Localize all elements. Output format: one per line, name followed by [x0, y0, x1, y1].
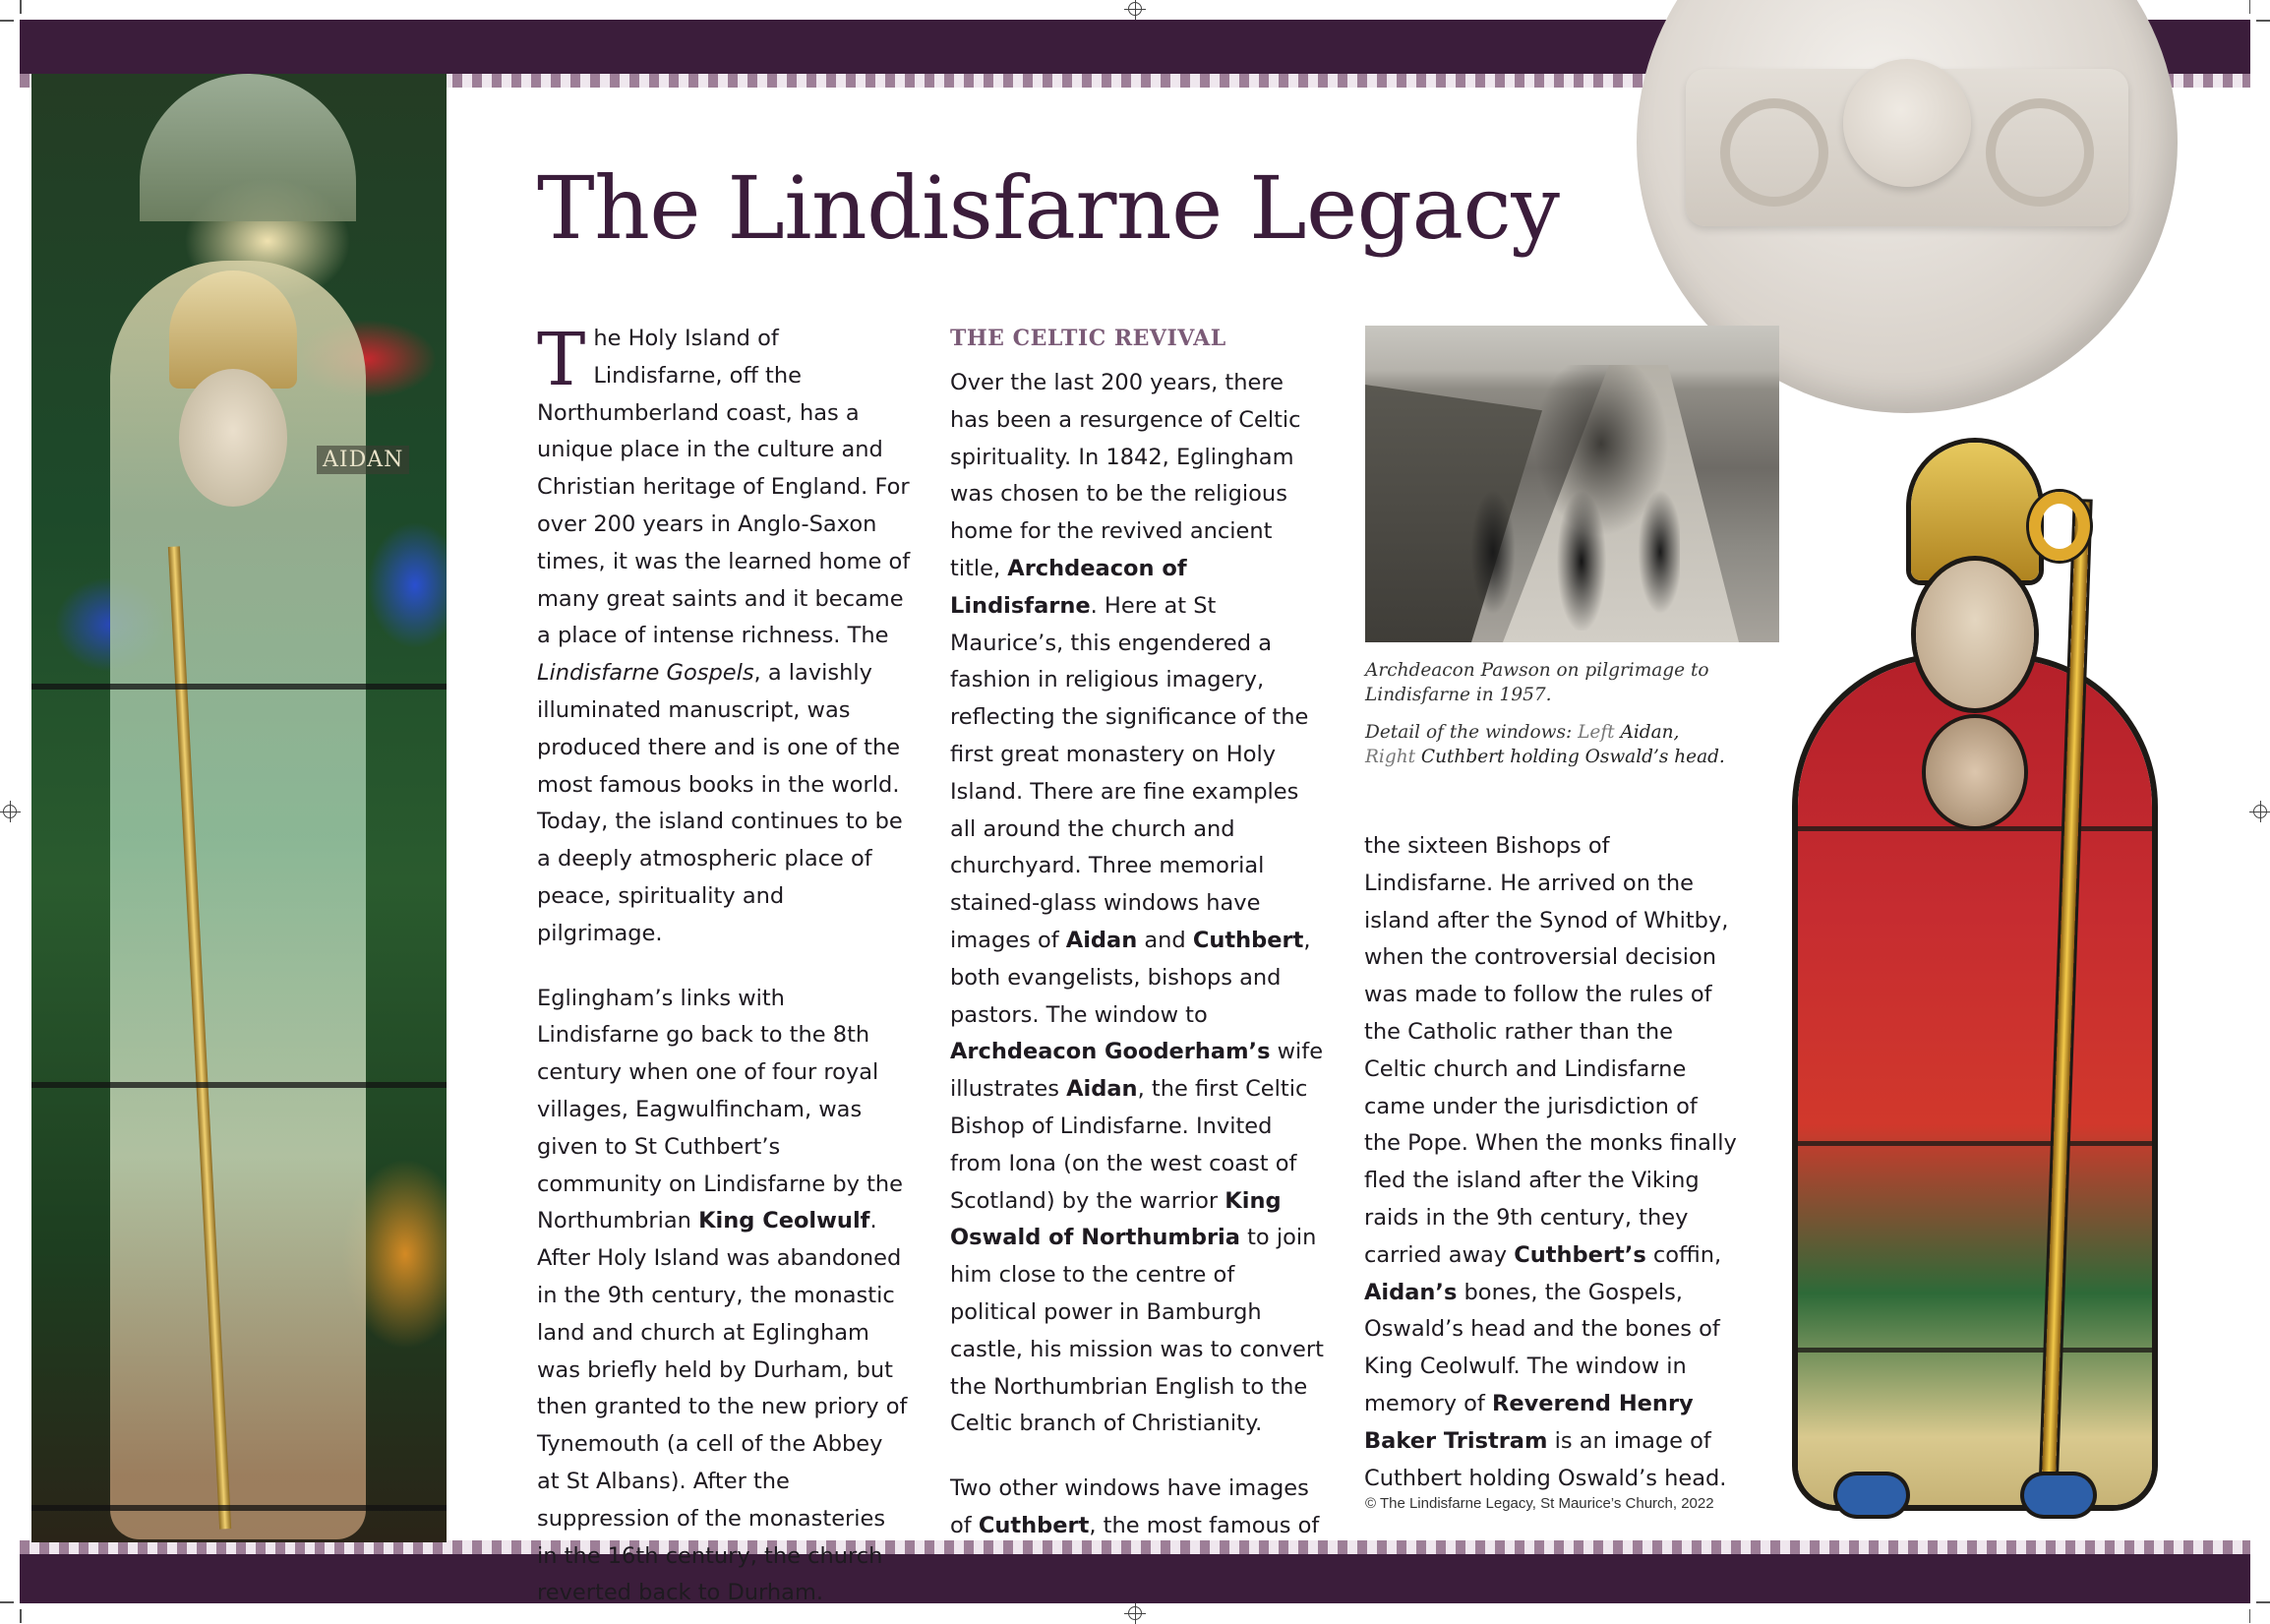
text-run: , the most famous of [1089, 1512, 1320, 1538]
triquetra-knot-icon [1986, 98, 2094, 207]
bold-term: Cuthbert [1192, 927, 1304, 953]
glass-foot [2024, 1475, 2093, 1515]
pilgrimage-photo [1365, 326, 1779, 642]
caption-left-label: Left [1578, 722, 1615, 743]
text-run: wife illustrates [950, 1039, 1324, 1103]
text-run: . After Holy Island was abandoned in the 9th century, the monastic land and church at Eglingham was briefly held by Durham, but then granted to the new priory of Tynemouth (a cell of the Abbey at St Albans). After the suppression of the monasteries in the 16th century, the church reverted back to Durham. [537, 1208, 908, 1606]
text-run: coffin, [1645, 1241, 1722, 1268]
eglingham-paragraph [537, 981, 911, 1613]
triquetra-knot-icon [1720, 98, 1828, 207]
text-run: , a lavishly illuminated manuscript, was produced there and is one of the most famous books in the world. Today, the island continues to be a deeply atmospheric place of peace, spirituality and pilgrimage. [537, 660, 903, 946]
text-run: is an image of Cuthbert holding Oswald’s head. [1364, 1427, 1727, 1491]
bold-term: Reverend Henry Baker Tristram [1364, 1390, 1694, 1454]
crop-mark [20, 0, 22, 14]
glass-mitre [1911, 443, 2039, 580]
celtic-revival-paragraph [950, 365, 1324, 1443]
continued-paragraph [1364, 828, 1738, 1497]
photo-caption: Archdeacon Pawson on pilgrimage to Lindisfarne in 1957. [1365, 660, 1709, 705]
lead-line [1798, 826, 2152, 831]
section-heading: THE CELTIC REVIVAL [950, 326, 1226, 351]
crop-mark [2256, 20, 2270, 22]
registration-mark-icon [3, 805, 17, 818]
cuthbert-stained-glass-image [1778, 433, 2172, 1549]
bold-term: Aidan [1065, 927, 1138, 953]
cuthbert-paragraph [950, 1471, 1324, 1545]
text-run: the sixteen Bishops of Lindisfarne. He arrived on the island after the Synod of Whitby, when the controversial decision was made to follow the rules of the Catholic rather than the Celtic church and Lindisfarne came under the jurisdiction of the Pope. When the monks finally fled the island after the Viking raids in the 9th century, they carried away [1364, 833, 1737, 1268]
bold-term: Archdeacon of Lindisfarne [950, 555, 1187, 619]
crop-mark [2256, 1601, 2270, 1603]
text-run: and [1137, 927, 1193, 953]
text-run: he Holy Island of Lindisfarne, off the Northumberland coast, has a unique place in the culture and Christian heritage of England. For over 200 years in Anglo-Saxon times, it was the learned home of many great saints and it became a place of intense richness. The [537, 326, 911, 649]
bold-term: Cuthbert’s [1514, 1241, 1646, 1268]
glass-foot [1837, 1475, 1906, 1515]
windows-caption [1365, 720, 1759, 769]
bold-term: Archdeacon Gooderham’s [950, 1039, 1271, 1065]
crop-mark [2249, 1609, 2251, 1623]
crop-mark [20, 1609, 22, 1623]
registration-mark-icon [2253, 805, 2267, 818]
oswald-head [1926, 718, 2024, 826]
registration-mark-icon [1128, 1606, 1142, 1620]
bold-term: Aidan [1066, 1076, 1138, 1103]
intro-paragraph [537, 318, 911, 953]
lead-line [1798, 1348, 2152, 1353]
text-run: Over the last 200 years, there has been a resurgence of Celtic spirituality. In 1842, Eglingham was chosen to be the religious home for the revived ancient title, [950, 370, 1301, 581]
bold-term: Cuthbert [978, 1512, 1090, 1538]
text-run: . Here at St Maurice’s, this engendered a fashion in religious imagery, reflecting the significance of the first great monastery on Holy Island. There are fine examples all around the church and churchyard. Three memorial stained-glass windows have images of [950, 592, 1309, 953]
photo-pilgrims [1454, 365, 1680, 631]
gospels-title: Lindisfarne Gospels [537, 660, 754, 687]
text-run: , the first Celtic Bishop of Lindisfarne. Invited from Iona (on the west coast of Scotland) by the warrior [950, 1076, 1308, 1214]
text-run: bones, the Gospels, Oswald’s head and the bones of King Ceolwulf. The window in memory of [1364, 1279, 1720, 1416]
registration-mark-icon [1128, 2, 1142, 16]
glass-face [1916, 561, 2034, 708]
text-run: Two other windows have images of [950, 1475, 1309, 1538]
caption-text: Cuthbert holding Oswald’s head. [1415, 747, 1725, 767]
caption-text: Detail of the windows: [1365, 722, 1579, 743]
text-run: to join him close to the centre of political power in Bamburgh castle, his mission was to convert the Northumbrian English to the Celtic branch of Christianity. [950, 1225, 1324, 1437]
crop-mark [2249, 0, 2251, 14]
celtic-revival-column [950, 320, 1324, 1545]
glass-canopy [140, 74, 356, 221]
bold-term: King Oswald of Northumbria [950, 1187, 1282, 1251]
lead-line [31, 1082, 447, 1088]
caption-right-label: Right [1365, 747, 1416, 767]
lead-line [31, 684, 447, 690]
page-title: The Lindisfarne Legacy [537, 157, 1560, 259]
intro-column [537, 318, 911, 1612]
text-run: Eglingham’s links with Lindisfarne go back to the 8th century when one of four royal villages, Eagwulfincham, was given to St Cuthbert’s community on Lindisfarne by the Northumbrian [537, 985, 904, 1234]
lead-line [1798, 1141, 2152, 1146]
glass-face [179, 369, 287, 507]
bold-term: Aidan’s [1364, 1279, 1458, 1305]
copyright-notice: © The Lindisfarne Legacy, St Maurice’s Church, 2022 [1365, 1495, 1714, 1512]
bold-term: King Ceolwulf [698, 1208, 870, 1234]
window-name-label: AIDAN [317, 446, 409, 474]
lead-line [31, 1505, 447, 1511]
continued-column [1364, 828, 1738, 1497]
stone-cross-boss [1843, 59, 1971, 187]
crozier-crook [2029, 492, 2090, 561]
text-run: , both evangelists, bishops and pastors. The window to [950, 927, 1311, 1028]
crop-mark [0, 20, 14, 22]
drop-cap: T [537, 318, 586, 402]
caption-text: Aidan, [1614, 722, 1680, 743]
crop-mark [0, 1601, 14, 1603]
aidan-stained-glass-image [31, 74, 447, 1542]
